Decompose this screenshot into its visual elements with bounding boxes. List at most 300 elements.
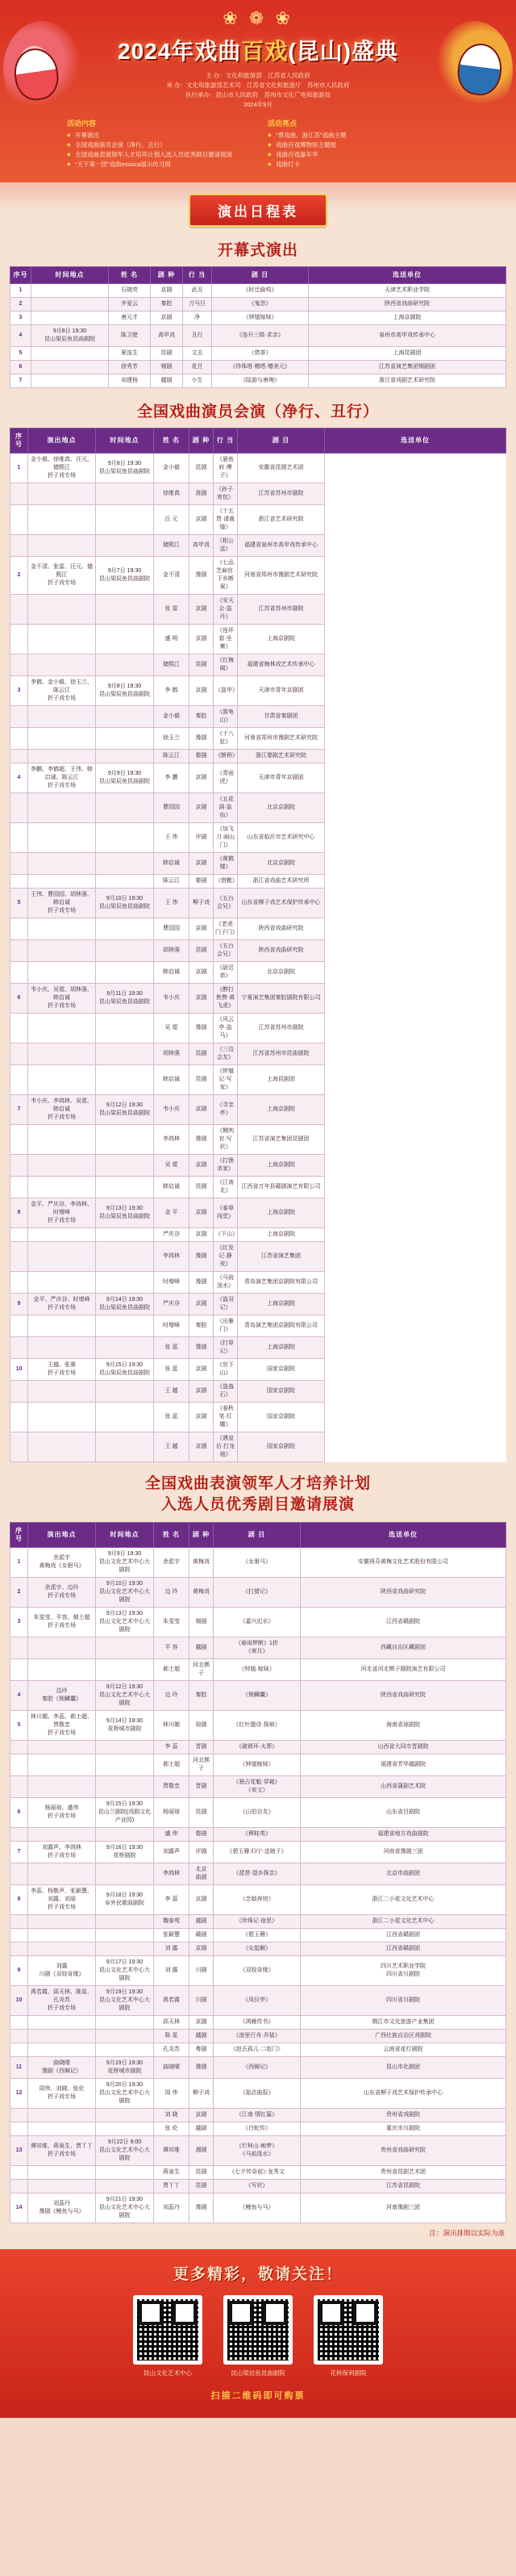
qr-item[interactable] bbox=[314, 2295, 383, 2377]
table-cell bbox=[10, 940, 28, 962]
table-row bbox=[10, 1956, 506, 1986]
table-row bbox=[10, 823, 506, 853]
table-cell: 京剧 bbox=[189, 763, 214, 793]
table-cell bbox=[10, 1155, 28, 1177]
table-cell: 刘 晓 bbox=[154, 2109, 189, 2122]
table-cell: 京剧 bbox=[189, 1228, 214, 1242]
table-cell: 胡林强 bbox=[154, 940, 189, 962]
table-cell bbox=[96, 750, 154, 763]
table-cell: 京剧 bbox=[189, 1403, 214, 1432]
table-cell bbox=[96, 875, 154, 889]
table-cell bbox=[28, 2122, 96, 2136]
table-cell: 徐秀芳 bbox=[109, 361, 151, 374]
table-cell bbox=[10, 2030, 28, 2043]
table-cell: 《铡判官·写状》 bbox=[214, 1125, 238, 1155]
table-cell: 9月13日 19:30 昆山文化艺术中心大剧院 bbox=[96, 1608, 154, 1637]
table-cell: 北京 曲剧 bbox=[189, 1863, 214, 1885]
table-cell: 京剧 bbox=[189, 962, 214, 984]
table-cell bbox=[96, 1403, 154, 1432]
table-cell bbox=[96, 1863, 154, 1885]
table-row bbox=[10, 1659, 506, 1681]
table-cell bbox=[28, 535, 96, 557]
table-cell: 《凤仪亭》 bbox=[214, 1986, 301, 2016]
table-cell bbox=[28, 853, 96, 875]
schedule-ribbon-wrap bbox=[0, 194, 516, 227]
table-cell: 9月9日 19:30 昆山文化艺术中心大剧院 bbox=[96, 1548, 154, 1578]
table-cell: 上海京剧院 bbox=[238, 1228, 325, 1242]
table-cell: 林川媚、李蕊、郝士超、贾敬忠 折子戏专场 bbox=[28, 1711, 96, 1741]
activity-content-item: ◆ “天下第一团”戏曲música展示传习周 bbox=[67, 160, 248, 169]
table-cell: 京剧 bbox=[151, 312, 183, 325]
table-cell: 国家京剧院 bbox=[238, 1359, 325, 1381]
table-cell: 北京京剧院 bbox=[238, 793, 325, 823]
table-row bbox=[10, 962, 506, 984]
table-cell: 《游龟山》 bbox=[214, 706, 238, 728]
table-cell bbox=[10, 1043, 28, 1065]
table-cell bbox=[28, 1863, 96, 1885]
table-row bbox=[10, 750, 506, 763]
qr-caption: 昆山梁辰鱼昆曲剧院 bbox=[231, 2369, 285, 2377]
table-cell: 《盗甲》 bbox=[214, 676, 238, 706]
table-cell bbox=[10, 654, 28, 676]
table-cell: 李 鹤 bbox=[154, 676, 189, 706]
table-cell: 江苏省苏州市昆曲剧院 bbox=[238, 1043, 325, 1065]
table-cell: 福建省芳华越剧院 bbox=[301, 1754, 506, 1776]
table-cell: 6 bbox=[10, 1798, 28, 1828]
table-cell: 《打渔杀家》 bbox=[214, 1155, 238, 1177]
table-cell bbox=[96, 1432, 154, 1462]
table-cell bbox=[28, 1929, 96, 1942]
activity-content-item: ◆ 全国戏曲演员会演（净行、丑行） bbox=[67, 140, 248, 150]
table-cell: 《官下山》 bbox=[214, 1359, 238, 1381]
table-cell: 《红梅阁》 bbox=[214, 654, 238, 676]
table-cell: 金不清、张雷、汪元、储熙江 折子戏专场 bbox=[28, 557, 96, 595]
table-cell: 贾敬忠 bbox=[154, 1776, 189, 1798]
table-cell bbox=[28, 2180, 96, 2193]
table-cell: 《琵琶·望乡探亲》 bbox=[214, 1863, 301, 1885]
table-cell: 韦小庆、吴霓、胡林强、韩启诚 折子戏专场 bbox=[28, 984, 96, 1014]
table-cell bbox=[96, 1155, 154, 1177]
table-cell bbox=[10, 625, 28, 654]
table-cell: 河南省郑州市豫剧艺术研究院 bbox=[238, 557, 325, 595]
table-cell: 郝士超 bbox=[154, 1659, 189, 1681]
table-cell: 徐维真 bbox=[154, 483, 189, 505]
table-cell: 9月9日 19:30 昆山梁辰鱼昆曲剧院 bbox=[96, 763, 154, 793]
table-cell: 昆剧 bbox=[189, 2166, 214, 2180]
table-cell bbox=[28, 1942, 96, 1956]
activity-content-box bbox=[67, 118, 248, 169]
table-cell: 10 bbox=[10, 1986, 28, 2016]
column-header: 剧 目 bbox=[238, 429, 325, 454]
table-cell: 河南省豫剧三团 bbox=[301, 1842, 506, 1863]
table-header-row bbox=[10, 267, 506, 284]
table-cell bbox=[96, 1043, 154, 1065]
table-row bbox=[10, 1986, 506, 2016]
opening-section-title: 开幕式演出 bbox=[217, 242, 298, 259]
table-cell: 《山伯访友》 bbox=[214, 1798, 301, 1828]
column-header: 姓 名 bbox=[109, 267, 151, 284]
table-cell: 张 伦 bbox=[154, 2122, 189, 2136]
table-cell: 5 bbox=[10, 889, 28, 918]
table-cell: 豫剧 bbox=[189, 1125, 214, 1155]
table-cell: 贵州省昆剧艺术团 bbox=[301, 2166, 506, 2180]
table-cell: 国家京剧院 bbox=[238, 1403, 325, 1432]
column-header: 选送单位 bbox=[301, 1523, 506, 1548]
buy-ticket-text: 扫描二维码即可购票 bbox=[210, 2391, 306, 2401]
table-cell bbox=[28, 2166, 96, 2180]
table-cell: 杨丽琼 bbox=[154, 1798, 189, 1828]
table-cell bbox=[28, 2030, 96, 2043]
table-cell: 陕西省戏曲研究院 bbox=[309, 298, 506, 312]
table-cell: 黄梅戏 bbox=[189, 1548, 214, 1578]
table-cell: 严庆谷 bbox=[154, 1294, 189, 1315]
table-cell: 上海京剧院 bbox=[309, 312, 506, 325]
table-cell: 四川省川剧院 bbox=[301, 1986, 506, 2016]
table-cell bbox=[28, 1065, 96, 1095]
table-cell: 刘露声、李鸿林 折子戏专场 bbox=[28, 1842, 96, 1863]
table-cell: 京剧 bbox=[189, 1294, 214, 1315]
table-row bbox=[10, 676, 506, 706]
table-cell: 金平、严庆谷、李鸿林、时增峰 折子戏专场 bbox=[28, 1198, 96, 1228]
table-cell bbox=[10, 1741, 28, 1754]
table-cell: 谭祁维、蒋泉生、贾丫丫 折子戏专场 bbox=[28, 2136, 96, 2166]
table-cell bbox=[28, 918, 96, 940]
table-cell: 贵州省戏曲研究院 bbox=[301, 2136, 506, 2166]
table-cell bbox=[10, 1228, 28, 1242]
table-cell: 河北梆子 bbox=[189, 1659, 214, 1681]
table-cell bbox=[96, 853, 154, 875]
table-cell bbox=[10, 595, 28, 625]
table-cell: 曹园园 bbox=[154, 918, 189, 940]
table-row bbox=[10, 875, 506, 889]
table-cell: 《女起解》 bbox=[214, 1942, 301, 1956]
column-header: 选送单位 bbox=[309, 267, 506, 284]
table-cell: 9月17日 19:30 昆山文化艺术中心大剧院 bbox=[96, 1956, 154, 1986]
table-row bbox=[10, 1177, 506, 1198]
table-cell: 韦小庆 bbox=[154, 1095, 189, 1125]
table-cell: 《赵氏孤儿·二赵门》 bbox=[214, 2043, 301, 2057]
table-cell: 吴 霓 bbox=[154, 1155, 189, 1177]
table-row bbox=[10, 1065, 506, 1095]
table-cell: 粤剧 bbox=[189, 2043, 214, 2057]
table-row bbox=[10, 2166, 506, 2180]
table-row bbox=[10, 1095, 506, 1125]
column-header: 序号 bbox=[10, 1523, 28, 1548]
table-cell bbox=[96, 2109, 154, 2122]
table-cell bbox=[28, 1014, 96, 1043]
table-cell: 《陆游与唐琬》 bbox=[212, 374, 309, 388]
table-cell: 9月15日 19:30 昆山兰剧院(戏剧文化产业园) bbox=[96, 1798, 154, 1828]
table-cell bbox=[96, 1776, 154, 1798]
table-cell: 11 bbox=[10, 2057, 28, 2079]
table-cell: 8 bbox=[10, 1885, 28, 1915]
qr-code-icon[interactable] bbox=[223, 2295, 293, 2365]
table-cell: 山东省吕剧院 bbox=[301, 1798, 506, 1828]
table-cell bbox=[96, 1315, 154, 1337]
table-cell bbox=[96, 1065, 154, 1095]
table-cell: 上海京剧院 bbox=[238, 1337, 325, 1359]
table-cell: 平 容 bbox=[154, 1637, 189, 1659]
table-cell bbox=[96, 505, 154, 535]
poster-header bbox=[0, 0, 516, 182]
table-cell: 夏连生 bbox=[109, 347, 151, 361]
table-cell: 山东省柳子戏艺术保护传承中心 bbox=[238, 889, 325, 918]
table-cell bbox=[96, 962, 154, 984]
table-cell: 婺剧 bbox=[189, 750, 214, 763]
table-cell: 京剧 bbox=[189, 2016, 214, 2030]
table-cell bbox=[28, 1177, 96, 1198]
table-cell bbox=[28, 1915, 96, 1929]
table-cell: 4 bbox=[10, 1681, 28, 1711]
table-cell bbox=[28, 595, 96, 625]
qr-item[interactable] bbox=[223, 2295, 293, 2377]
table-cell bbox=[10, 1337, 28, 1359]
qr-code-icon[interactable] bbox=[314, 2295, 383, 2365]
table-cell: 12 bbox=[10, 2079, 28, 2109]
table-cell: 张 蓝 bbox=[154, 1359, 189, 1381]
table-cell: 越剧 bbox=[189, 1915, 214, 1929]
table-row bbox=[10, 1915, 506, 1929]
column-header: 时间地点 bbox=[96, 1523, 154, 1548]
table-cell bbox=[28, 706, 96, 728]
table-cell: 韩启诚 bbox=[154, 1177, 189, 1198]
table-cell bbox=[28, 505, 96, 535]
table-cell: 朱雯莹 bbox=[154, 1608, 189, 1637]
table-cell bbox=[10, 1942, 28, 1956]
table-cell: 《春草闯堂》 bbox=[214, 1198, 238, 1228]
table-cell: 刀马旦 bbox=[183, 298, 212, 312]
table-cell: 《鬼怨》 bbox=[212, 298, 309, 312]
table-cell bbox=[31, 347, 109, 361]
table-cell: 6 bbox=[10, 361, 31, 374]
table-cell: 琼剧 bbox=[189, 1711, 214, 1741]
table-cell: 《穆桂英》 bbox=[214, 1828, 301, 1842]
table-cell: 魏春苑 bbox=[154, 1915, 189, 1929]
table-cell: 越剧 bbox=[151, 374, 183, 388]
table-cell: 《钟馗·嫁妹》 bbox=[214, 1659, 301, 1681]
table-cell: 《悬鱼府·傅子》 bbox=[214, 454, 238, 483]
table-cell: 《遇皇后·打龙袍》 bbox=[214, 1432, 238, 1462]
table-cell: 陈云江 bbox=[154, 875, 189, 889]
table-cell: 北京京剧院 bbox=[238, 853, 325, 875]
lantern-decoration bbox=[0, 8, 516, 32]
table-cell: 7 bbox=[10, 374, 31, 388]
table-cell: 丑行 bbox=[183, 325, 212, 347]
table-cell: 王伟、曹园园、胡林强、韩启诚 折子戏专场 bbox=[28, 889, 96, 918]
table-cell: 河北梆子 bbox=[189, 1754, 214, 1776]
table-cell: 昆山市化剧团 bbox=[301, 2057, 506, 2079]
table-cell: 陕西省戏曲研究院 bbox=[238, 918, 325, 940]
table-cell: 赣剧 bbox=[189, 1929, 214, 1942]
table-cell: 上海京剧院 bbox=[238, 1294, 325, 1315]
table-cell: 晋剧 bbox=[189, 1741, 214, 1754]
table-cell: 《红发记·静夜》 bbox=[214, 1242, 238, 1272]
table-cell bbox=[28, 1155, 96, 1177]
table-cell: 柳子戏 bbox=[189, 2079, 214, 2109]
table-cell bbox=[10, 1432, 28, 1462]
table-cell bbox=[28, 1043, 96, 1065]
table-cell bbox=[28, 1659, 96, 1681]
table-row bbox=[10, 1548, 506, 1578]
table-cell bbox=[28, 654, 96, 676]
table-row bbox=[10, 853, 506, 875]
table-cell: 金不清 bbox=[154, 557, 189, 595]
table-cell: 储熙江 bbox=[154, 535, 189, 557]
table-cell bbox=[28, 1637, 96, 1659]
column-header: 姓 名 bbox=[154, 429, 189, 454]
table-cell: 甘肃省秦剧团 bbox=[238, 706, 325, 728]
column-header: 剧 种 bbox=[151, 267, 183, 284]
qr-pattern bbox=[227, 2299, 289, 2361]
table-cell: 锡剧 bbox=[189, 1608, 214, 1637]
organizer-line-1: 承 办：文化和旅游部艺术司 江苏省文化和旅游厅 苏州市人民政府 bbox=[166, 82, 350, 89]
table-cell: 《五台会兄》 bbox=[214, 940, 238, 962]
table-cell: 《珍珠记·宿思》 bbox=[214, 1915, 301, 1929]
table-cell: 京剧 bbox=[189, 1155, 214, 1177]
table-cell: 7 bbox=[10, 1842, 28, 1863]
table-cell: 《锁麟囊》 bbox=[214, 1681, 301, 1711]
table-cell: 陕西省戏曲研究院 bbox=[301, 1578, 506, 1608]
qr-code-icon[interactable] bbox=[133, 2295, 202, 2365]
table-cell: 8 bbox=[10, 1198, 28, 1228]
table-cell: 京剧 bbox=[151, 284, 183, 298]
table-row bbox=[10, 2016, 506, 2030]
table-cell: 昆剧 bbox=[189, 1798, 214, 1828]
table-cell: 镇江市文化旅游产业集团 bbox=[301, 2016, 506, 2030]
table-cell bbox=[10, 875, 28, 889]
table-cell: 《鲤鱼与马》 bbox=[214, 2193, 301, 2223]
table-cell: 江西省赣剧团 bbox=[301, 1942, 506, 1956]
table-cell: 福建省梅林戏艺术传承中心 bbox=[238, 654, 325, 676]
table-cell: 江苏省演艺集团昆剧团 bbox=[238, 1125, 325, 1155]
table-cell bbox=[10, 1242, 28, 1272]
table-row bbox=[10, 1014, 506, 1043]
table-cell bbox=[96, 1125, 154, 1155]
table-cell bbox=[28, 1242, 96, 1272]
section3-table-body bbox=[10, 1548, 506, 2223]
activity-highlight-item: ◆ 戏曲打卡 bbox=[268, 160, 449, 169]
table-cell bbox=[28, 1125, 96, 1155]
table-cell: 《嘉兴迟水》 bbox=[214, 1608, 301, 1637]
table-cell bbox=[10, 1381, 28, 1403]
table-cell bbox=[96, 1915, 154, 1929]
table-cell: 青岛演艺集团京剧院有限公司 bbox=[238, 1315, 325, 1337]
table-cell bbox=[96, 793, 154, 823]
table-cell: 李鹤、金小毅、徐玉兰、陈云江 折子戏专场 bbox=[28, 676, 96, 706]
table-cell: 《下山》 bbox=[214, 1228, 238, 1242]
table-cell: 《醉打焦赞·黄飞虎》 bbox=[214, 984, 238, 1014]
table-cell: 《盐店曲报》 bbox=[214, 2079, 301, 2109]
table-cell: 《江南·情红篇》 bbox=[214, 2109, 301, 2122]
table-cell: 9月22日 9:00 昆山文化艺术中心大剧院 bbox=[96, 2136, 154, 2166]
table-cell: 王 伟 bbox=[154, 823, 189, 853]
table-cell: 豫剧 bbox=[189, 1337, 214, 1359]
activity-content-title: 活动内容 bbox=[67, 119, 97, 128]
table-row bbox=[10, 2109, 506, 2122]
table-cell bbox=[10, 2109, 28, 2122]
table-cell: 《烂柯山·痴梦》 《马前泼水》 bbox=[214, 2136, 301, 2166]
table-cell bbox=[31, 374, 109, 388]
table-cell: 《断桥》 bbox=[214, 750, 238, 763]
table-cell: 9月21日 19:30 昆山文化艺术中心大剧院 bbox=[96, 2193, 154, 2223]
table-cell: 京剧 bbox=[189, 595, 214, 625]
table-cell: 锡剧 bbox=[151, 361, 183, 374]
table-cell: 《安天会·盗丹》 bbox=[214, 595, 238, 625]
table-cell: 国家京剧院 bbox=[238, 1381, 325, 1403]
table-cell: 《红叶题诗·探病》 bbox=[214, 1711, 301, 1741]
table-cell bbox=[10, 1776, 28, 1798]
table-cell: 郝士超 bbox=[154, 1754, 189, 1776]
table-cell: 周伟、刘晓、张伦 折子戏专场 bbox=[28, 2079, 96, 2109]
section3-table-wrap bbox=[0, 1522, 516, 2223]
table-cell: 花旦 bbox=[183, 361, 212, 374]
table-row bbox=[10, 1043, 506, 1065]
table-cell bbox=[10, 823, 28, 853]
table-cell bbox=[10, 962, 28, 984]
table-cell: 金小毅 bbox=[154, 454, 189, 483]
table-row bbox=[10, 1578, 506, 1608]
table-cell: 《盗盔石》 bbox=[214, 1381, 238, 1403]
table-cell bbox=[96, 1381, 154, 1403]
opening-table-wrap bbox=[0, 266, 516, 388]
table-row bbox=[10, 374, 506, 388]
table-cell: 京剧 bbox=[189, 1095, 214, 1125]
table-row bbox=[10, 706, 506, 728]
table-cell: 重庆市川剧院 bbox=[301, 2122, 506, 2136]
section2-table bbox=[10, 428, 506, 1462]
table-cell: 《青面虎》 bbox=[214, 763, 238, 793]
table-cell: 《十五贯·请裁缝》 bbox=[214, 505, 238, 535]
table-row bbox=[10, 1198, 506, 1228]
table-cell: 余派宇、边玲 折子戏专场 bbox=[28, 1578, 96, 1608]
table-row bbox=[10, 2193, 506, 2223]
table-cell: 《钟馗嫁妹》 bbox=[214, 1754, 301, 1776]
table-cell bbox=[10, 1637, 28, 1659]
table-cell: 林川媚 bbox=[154, 1711, 189, 1741]
table-cell: 川剧 bbox=[189, 1986, 214, 2016]
table-cell bbox=[96, 1929, 154, 1942]
table-cell: 李 鹏 bbox=[154, 763, 189, 793]
qr-item[interactable] bbox=[133, 2295, 202, 2377]
table-cell bbox=[96, 2122, 154, 2136]
organizer-line-2: 执行承办：昆山市人民政府 苏州市文化广电和旅游局 bbox=[185, 91, 331, 98]
table-cell: 3 bbox=[10, 676, 28, 706]
table-cell bbox=[10, 1929, 28, 1942]
table-cell: 京剧 bbox=[189, 625, 214, 654]
section2-table-head bbox=[10, 429, 506, 454]
table-cell bbox=[10, 1754, 28, 1776]
column-header: 剧 种 bbox=[189, 429, 214, 454]
table-cell: 《钟馗记·写家》 bbox=[214, 1065, 238, 1095]
table-cell: 《打草记》 bbox=[214, 1337, 238, 1359]
table-cell bbox=[28, 2016, 96, 2030]
table-cell: 刘蕊丹 豫剧《鲤鱼与马》 bbox=[28, 2193, 96, 2223]
column-header: 选送单位 bbox=[325, 429, 506, 454]
table-cell: 天津市青年京剧团 bbox=[238, 763, 325, 793]
table-cell: 石晓亮 bbox=[109, 284, 151, 298]
table-cell bbox=[31, 312, 109, 325]
table-cell: 刘 露 bbox=[154, 1956, 189, 1986]
table-cell bbox=[28, 1432, 96, 1462]
table-cell: 《马前泼水》 bbox=[214, 1272, 238, 1294]
table-cell: 《双姣奇缘》 bbox=[214, 1956, 301, 1986]
table-row bbox=[10, 1315, 506, 1337]
table-cell: 淮剧 bbox=[189, 483, 214, 505]
table-cell: 9 bbox=[10, 1956, 28, 1986]
table-cell: 浙江省戏剧艺术研究院 bbox=[309, 374, 506, 388]
table-cell bbox=[96, 1242, 154, 1272]
table-row bbox=[10, 654, 506, 676]
